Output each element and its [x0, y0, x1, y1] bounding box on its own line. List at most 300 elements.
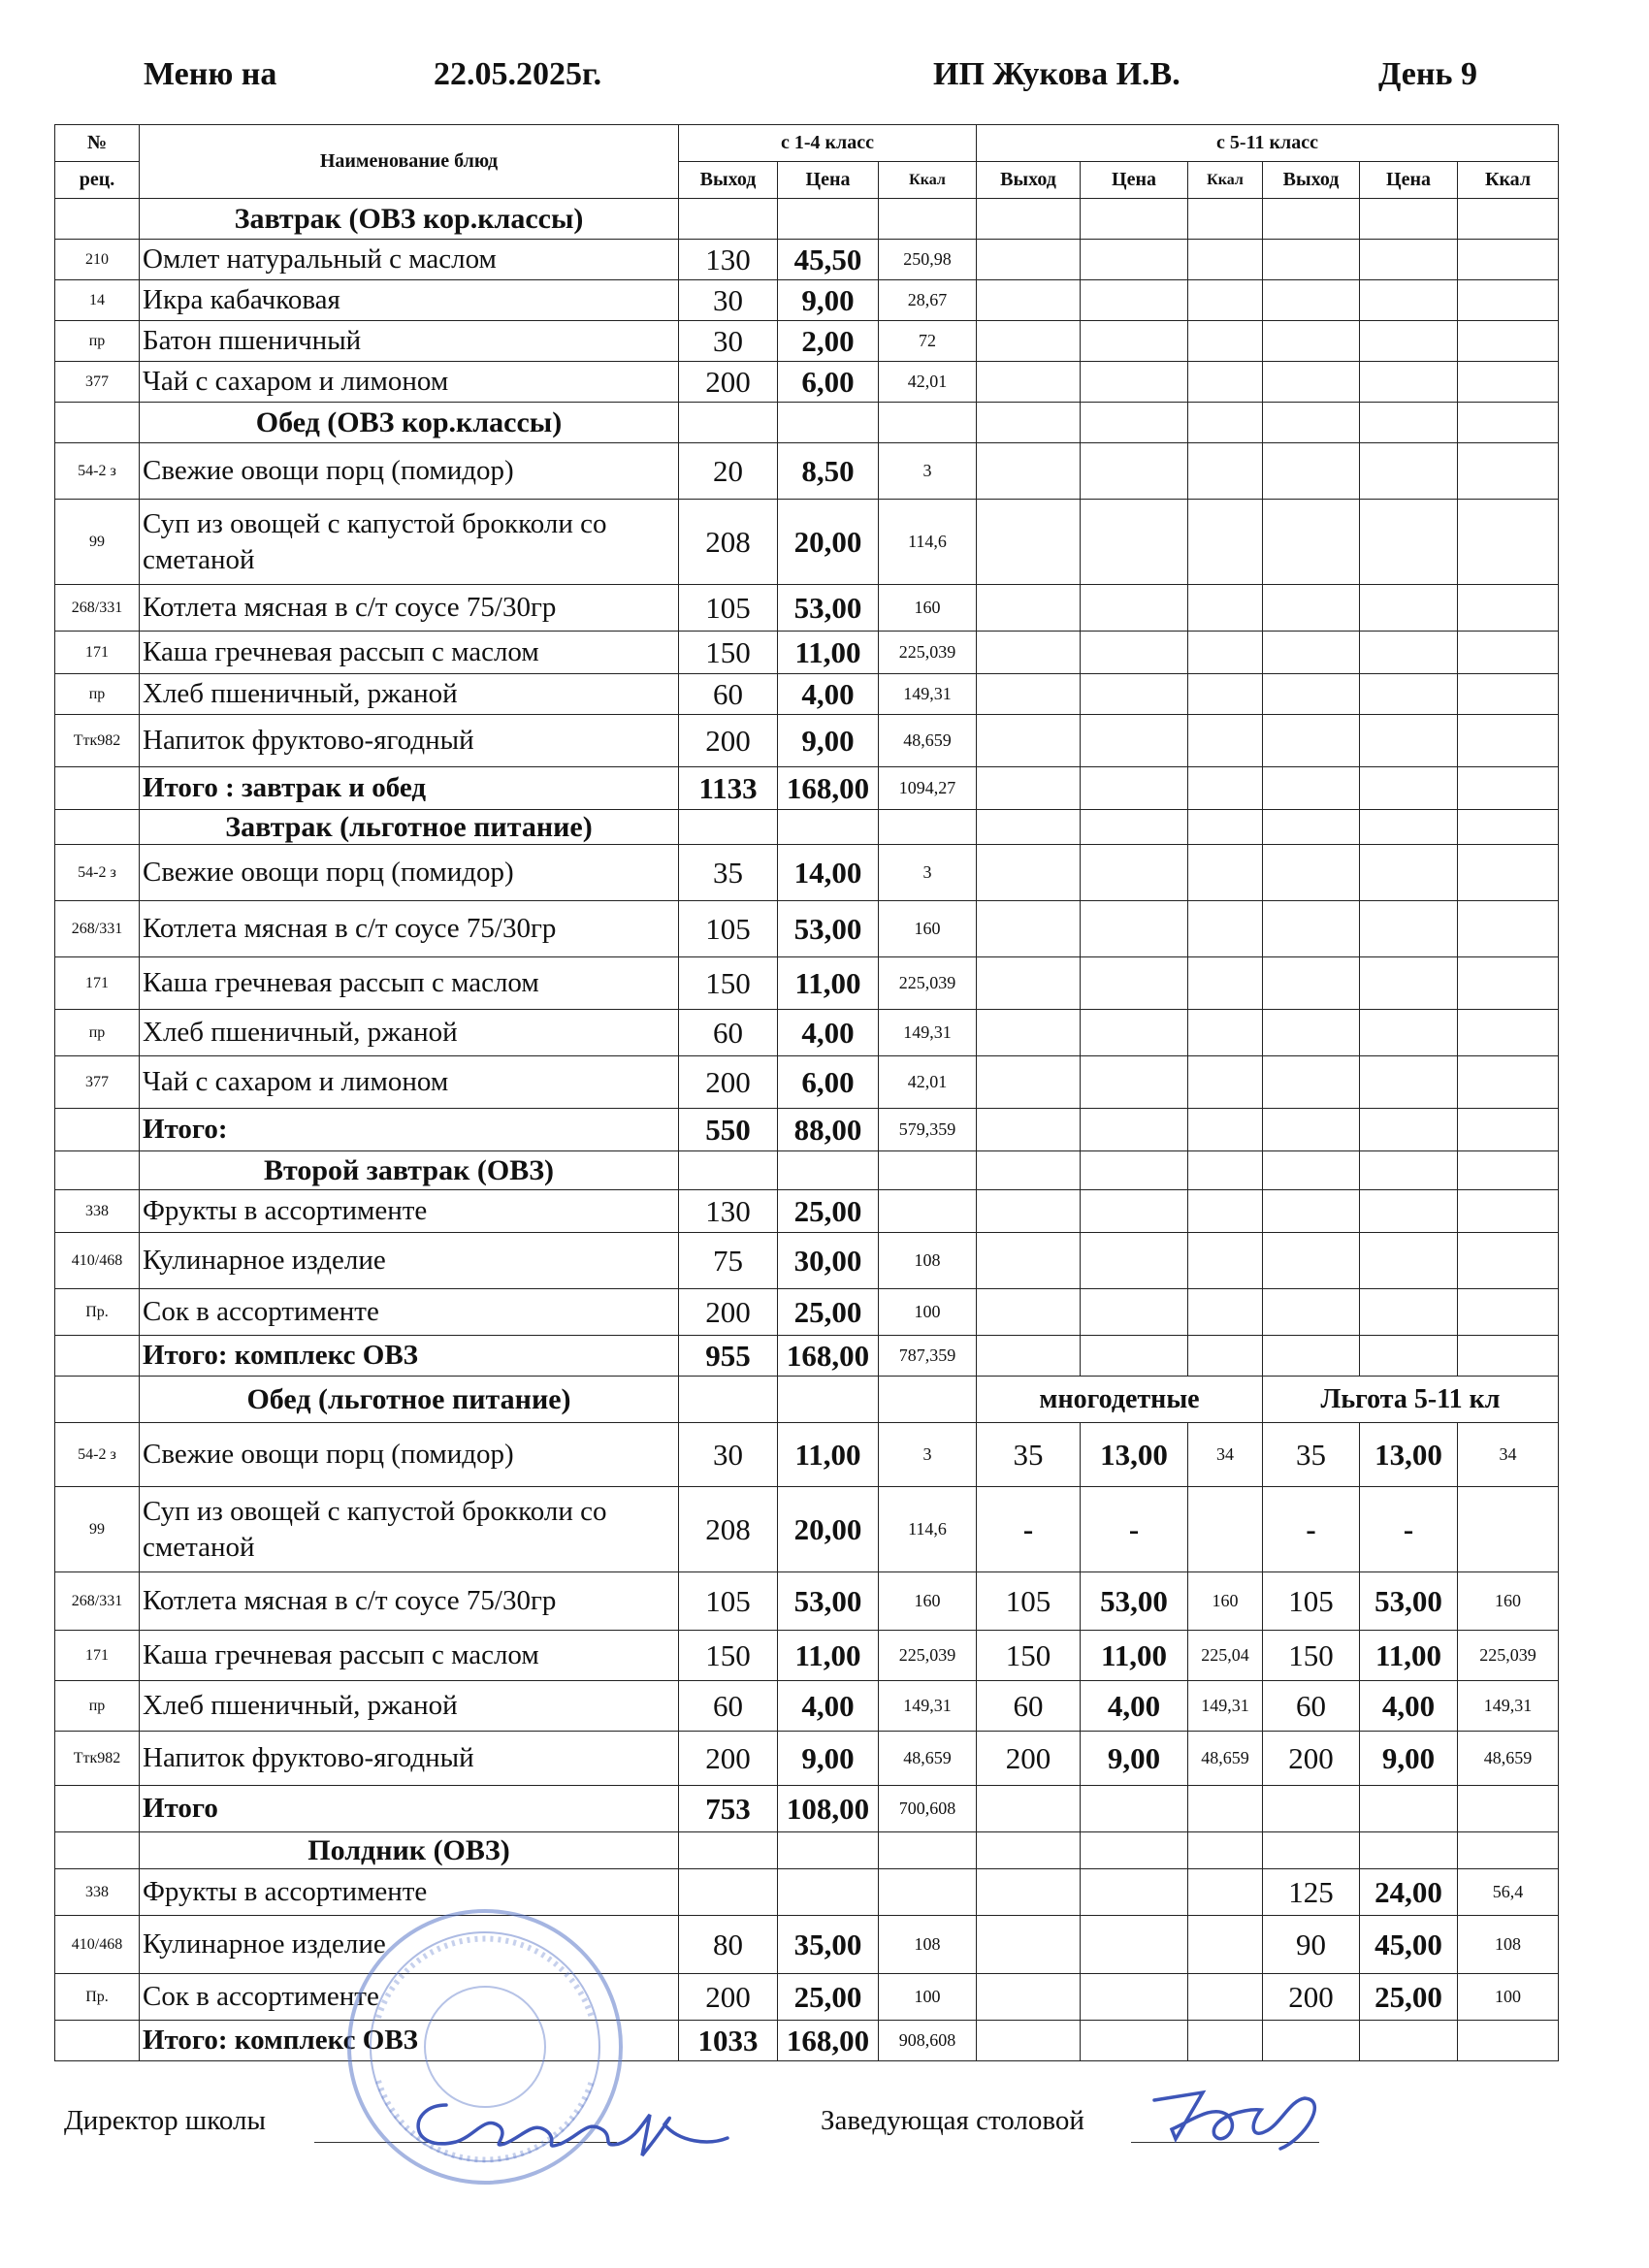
- dish-row: [55, 1190, 1559, 1233]
- empty-cell: [1188, 1916, 1263, 1974]
- portion-weight: 30: [679, 280, 778, 321]
- price: 108,00: [778, 1786, 879, 1832]
- empty-cell: [1188, 674, 1263, 715]
- empty-cell: [1263, 901, 1360, 957]
- empty-cell: [1263, 1336, 1360, 1377]
- empty-cell: [1188, 810, 1263, 845]
- recipe-number: 54-2 з: [55, 845, 140, 901]
- empty-cell: [1360, 500, 1458, 585]
- benefit-5-11-subheader: Льгота 5-11 кл: [1263, 1377, 1559, 1423]
- benefit-weight: 125: [1263, 1869, 1360, 1916]
- portion-weight: 1033: [679, 2021, 778, 2061]
- empty-cell: [778, 403, 879, 443]
- empty-cell: [1188, 901, 1263, 957]
- empty-cell: [1081, 403, 1188, 443]
- empty-cell: [1360, 585, 1458, 632]
- empty-cell: [1081, 1109, 1188, 1151]
- dish-row: [55, 1289, 1559, 1336]
- large-families-calories: [1188, 1487, 1263, 1572]
- benefit-calories: 100: [1458, 1974, 1559, 2021]
- empty-cell: [1081, 2021, 1188, 2061]
- calories: 48,659: [879, 715, 977, 767]
- empty-cell: [1188, 321, 1263, 362]
- price: 25,00: [778, 1190, 879, 1233]
- empty-cell: [1081, 1289, 1188, 1336]
- empty-cell: [1360, 767, 1458, 810]
- large-families-weight: 60: [977, 1681, 1081, 1732]
- dish-name: Котлета мясная в с/т соусе 75/30гр: [140, 585, 679, 632]
- calories: 42,01: [879, 1056, 977, 1109]
- portion-weight: [679, 1869, 778, 1916]
- empty-cell: [1360, 674, 1458, 715]
- empty-cell: [977, 1916, 1081, 1974]
- empty-cell: [1263, 1109, 1360, 1151]
- recipe-number: 54-2 з: [55, 443, 140, 500]
- recipe-number: 377: [55, 362, 140, 403]
- empty-cell: [977, 403, 1081, 443]
- empty-cell: [977, 1974, 1081, 2021]
- empty-cell: [1081, 715, 1188, 767]
- empty-cell: [1458, 1336, 1559, 1377]
- calories: 579,359: [879, 1109, 977, 1151]
- empty-cell: [977, 199, 1081, 240]
- calories: 3: [879, 845, 977, 901]
- price: 20,00: [778, 1487, 879, 1572]
- empty-cell: [1081, 362, 1188, 403]
- empty-cell: [1263, 500, 1360, 585]
- recipe-number: пр: [55, 1010, 140, 1056]
- empty-cell: [1360, 901, 1458, 957]
- calories: 250,98: [879, 240, 977, 280]
- recipe-number: 377: [55, 1056, 140, 1109]
- benefit-price: 53,00: [1360, 1572, 1458, 1631]
- empty-cell: [1263, 199, 1360, 240]
- price: 11,00: [778, 1631, 879, 1681]
- large-families-calories: 225,04: [1188, 1631, 1263, 1681]
- empty-cell: [1081, 674, 1188, 715]
- section-row: [55, 810, 1559, 845]
- dish-row: [55, 280, 1559, 321]
- empty-cell: [1360, 403, 1458, 443]
- empty-cell: [1188, 280, 1263, 321]
- empty-cell: [1458, 901, 1559, 957]
- empty-cell: [1263, 1832, 1360, 1869]
- empty-cell: [977, 1190, 1081, 1233]
- empty-cell: [1360, 1151, 1458, 1190]
- col-rec: рец.: [55, 162, 140, 199]
- empty-cell: [1360, 321, 1458, 362]
- empty-cell: [1360, 443, 1458, 500]
- calories: 908,608: [879, 2021, 977, 2061]
- price: [778, 1869, 879, 1916]
- dish-name: Сок в ассортименте: [140, 1974, 679, 2021]
- recipe-number: 268/331: [55, 901, 140, 957]
- col-price: Цена: [1081, 162, 1188, 199]
- price: 9,00: [778, 715, 879, 767]
- empty-cell: [55, 1832, 140, 1869]
- portion-weight: 150: [679, 1631, 778, 1681]
- empty-cell: [1458, 240, 1559, 280]
- total-label: Итого: [140, 1786, 679, 1832]
- large-families-weight: 105: [977, 1572, 1081, 1631]
- empty-cell: [977, 1289, 1081, 1336]
- empty-cell: [1188, 500, 1263, 585]
- empty-cell: [1360, 2021, 1458, 2061]
- calories: 149,31: [879, 674, 977, 715]
- empty-cell: [1263, 1010, 1360, 1056]
- empty-cell: [1188, 767, 1263, 810]
- empty-cell: [1458, 199, 1559, 240]
- provider-name: ИП Жукова И.В.: [933, 56, 1180, 92]
- calories: 225,039: [879, 1631, 977, 1681]
- empty-cell: [1458, 500, 1559, 585]
- empty-cell: [1263, 715, 1360, 767]
- dish-name: Хлеб пшеничный, ржаной: [140, 1681, 679, 1732]
- empty-cell: [977, 1336, 1081, 1377]
- empty-cell: [1263, 1289, 1360, 1336]
- calories: 149,31: [879, 1681, 977, 1732]
- empty-cell: [1263, 810, 1360, 845]
- price: 9,00: [778, 1732, 879, 1786]
- dish-name: Кулинарное изделие: [140, 1233, 679, 1289]
- calories: 225,039: [879, 632, 977, 674]
- portion-weight: 200: [679, 1732, 778, 1786]
- large-families-weight: 200: [977, 1732, 1081, 1786]
- empty-cell: [1263, 1190, 1360, 1233]
- large-families-calories: 149,31: [1188, 1681, 1263, 1732]
- portion-weight: 550: [679, 1109, 778, 1151]
- day-number: День 9: [1378, 56, 1477, 92]
- col-kcal: Ккал: [879, 162, 977, 199]
- empty-cell: [1263, 321, 1360, 362]
- empty-cell: [977, 1832, 1081, 1869]
- empty-cell: [1081, 1916, 1188, 1974]
- total-row: [55, 767, 1559, 810]
- empty-cell: [977, 362, 1081, 403]
- empty-cell: [1458, 1832, 1559, 1869]
- section-row: [55, 199, 1559, 240]
- empty-cell: [1458, 1786, 1559, 1832]
- empty-cell: [879, 1832, 977, 1869]
- price: 11,00: [778, 632, 879, 674]
- empty-cell: [1081, 1233, 1188, 1289]
- large-families-price: -: [1081, 1487, 1188, 1572]
- col-price: Цена: [1360, 162, 1458, 199]
- empty-cell: [1458, 280, 1559, 321]
- empty-cell: [977, 321, 1081, 362]
- price: 20,00: [778, 500, 879, 585]
- empty-cell: [1188, 957, 1263, 1010]
- section-row: [55, 403, 1559, 443]
- portion-weight: 75: [679, 1233, 778, 1289]
- empty-cell: [1188, 1289, 1263, 1336]
- price: 35,00: [778, 1916, 879, 1974]
- total-row: [55, 1336, 1559, 1377]
- calories: 1094,27: [879, 767, 977, 810]
- empty-cell: [1458, 674, 1559, 715]
- dish-name: Сок в ассортименте: [140, 1289, 679, 1336]
- empty-cell: [778, 810, 879, 845]
- price: 6,00: [778, 1056, 879, 1109]
- price: 168,00: [778, 1336, 879, 1377]
- calories: 48,659: [879, 1732, 977, 1786]
- dish-row: [55, 1681, 1559, 1732]
- recipe-number: пр: [55, 674, 140, 715]
- recipe-number: 171: [55, 1631, 140, 1681]
- empty-cell: [679, 199, 778, 240]
- empty-cell: [1263, 1233, 1360, 1289]
- portion-weight: 60: [679, 674, 778, 715]
- empty-cell: [879, 1377, 977, 1423]
- dish-row: [55, 1487, 1559, 1572]
- empty-cell: [879, 1151, 977, 1190]
- recipe-number: 99: [55, 500, 140, 585]
- empty-cell: [1081, 199, 1188, 240]
- empty-cell: [977, 1151, 1081, 1190]
- benefit-weight: 200: [1263, 1974, 1360, 2021]
- empty-cell: [1188, 1974, 1263, 2021]
- empty-cell: [1263, 1786, 1360, 1832]
- price: 53,00: [778, 1572, 879, 1631]
- empty-cell: [1081, 1832, 1188, 1869]
- recipe-number: пр: [55, 321, 140, 362]
- empty-cell: [1360, 199, 1458, 240]
- empty-cell: [679, 1151, 778, 1190]
- empty-cell: [1081, 845, 1188, 901]
- large-families-calories: 48,659: [1188, 1732, 1263, 1786]
- empty-cell: [1458, 1056, 1559, 1109]
- section-title: Обед (ОВЗ кор.классы): [140, 403, 679, 443]
- calories: 160: [879, 901, 977, 957]
- benefit-weight: 105: [1263, 1572, 1360, 1631]
- price: 4,00: [778, 674, 879, 715]
- benefit-price: 13,00: [1360, 1423, 1458, 1487]
- calories: 160: [879, 585, 977, 632]
- empty-cell: [1360, 1786, 1458, 1832]
- dish-row: [55, 500, 1559, 585]
- empty-cell: [1081, 240, 1188, 280]
- empty-cell: [1360, 1010, 1458, 1056]
- empty-cell: [1263, 362, 1360, 403]
- empty-cell: [1081, 585, 1188, 632]
- empty-cell: [1081, 1974, 1188, 2021]
- empty-cell: [977, 715, 1081, 767]
- empty-cell: [1458, 1190, 1559, 1233]
- empty-cell: [1458, 403, 1559, 443]
- empty-cell: [1458, 957, 1559, 1010]
- dish-name: Котлета мясная в с/т соусе 75/30гр: [140, 901, 679, 957]
- price: 4,00: [778, 1010, 879, 1056]
- dish-row: [55, 632, 1559, 674]
- benefit-weight: 200: [1263, 1732, 1360, 1786]
- total-row: [55, 1109, 1559, 1151]
- empty-cell: [1081, 443, 1188, 500]
- dish-row: [55, 1233, 1559, 1289]
- empty-cell: [778, 1151, 879, 1190]
- empty-cell: [1081, 1869, 1188, 1916]
- empty-cell: [1458, 321, 1559, 362]
- large-families-weight: 35: [977, 1423, 1081, 1487]
- empty-cell: [1081, 810, 1188, 845]
- empty-cell: [1360, 1109, 1458, 1151]
- empty-cell: [1188, 240, 1263, 280]
- empty-cell: [1188, 632, 1263, 674]
- dish-row: [55, 1056, 1559, 1109]
- empty-cell: [1360, 1190, 1458, 1233]
- dish-row: [55, 1732, 1559, 1786]
- empty-cell: [1081, 500, 1188, 585]
- dish-row: [55, 240, 1559, 280]
- recipe-number: Ттк982: [55, 1732, 140, 1786]
- empty-cell: [1188, 403, 1263, 443]
- empty-cell: [1458, 1233, 1559, 1289]
- empty-cell: [55, 1786, 140, 1832]
- dish-name: Свежие овощи порц (помидор): [140, 443, 679, 500]
- empty-cell: [1081, 1151, 1188, 1190]
- price: 45,50: [778, 240, 879, 280]
- col-group-1-4: с 1-4 класс: [679, 125, 977, 162]
- dish-name: Напиток фруктово-ягодный: [140, 1732, 679, 1786]
- empty-cell: [55, 2021, 140, 2061]
- dish-name: Хлеб пшеничный, ржаной: [140, 674, 679, 715]
- benefit-weight: -: [1263, 1487, 1360, 1572]
- section-title: Завтрак (ОВЗ кор.классы): [140, 199, 679, 240]
- benefit-calories: 34: [1458, 1423, 1559, 1487]
- recipe-number: 268/331: [55, 1572, 140, 1631]
- col-group-5-11: с 5-11 класс: [977, 125, 1559, 162]
- empty-cell: [977, 500, 1081, 585]
- large-families-calories: 34: [1188, 1423, 1263, 1487]
- portion-weight: 200: [679, 715, 778, 767]
- empty-cell: [1458, 585, 1559, 632]
- empty-cell: [1263, 443, 1360, 500]
- section-row: [55, 1377, 1559, 1423]
- empty-cell: [1360, 1289, 1458, 1336]
- portion-weight: 60: [679, 1681, 778, 1732]
- canteen-manager-signature: [1135, 2071, 1348, 2168]
- empty-cell: [1188, 1010, 1263, 1056]
- empty-cell: [1360, 715, 1458, 767]
- empty-cell: [1081, 321, 1188, 362]
- dish-row: [55, 1974, 1559, 2021]
- section-row: [55, 1832, 1559, 1869]
- portion-weight: 955: [679, 1336, 778, 1377]
- benefit-calories: 225,039: [1458, 1631, 1559, 1681]
- total-row: [55, 2021, 1559, 2061]
- benefit-calories: 160: [1458, 1572, 1559, 1631]
- benefit-weight: 60: [1263, 1681, 1360, 1732]
- portion-weight: 80: [679, 1916, 778, 1974]
- empty-cell: [977, 1010, 1081, 1056]
- calories: [879, 1869, 977, 1916]
- empty-cell: [977, 845, 1081, 901]
- price: 53,00: [778, 585, 879, 632]
- empty-cell: [1081, 1786, 1188, 1832]
- empty-cell: [1263, 1056, 1360, 1109]
- dish-name: Икра кабачковая: [140, 280, 679, 321]
- recipe-number: 268/331: [55, 585, 140, 632]
- total-label: Итого: комплекс ОВЗ: [140, 2021, 679, 2061]
- empty-cell: [1188, 2021, 1263, 2061]
- large-families-weight: -: [977, 1487, 1081, 1572]
- calories: 72: [879, 321, 977, 362]
- empty-cell: [1458, 632, 1559, 674]
- empty-cell: [1263, 2021, 1360, 2061]
- empty-cell: [1263, 240, 1360, 280]
- empty-cell: [1188, 199, 1263, 240]
- total-label: Итого:: [140, 1109, 679, 1151]
- price: 8,50: [778, 443, 879, 500]
- total-label: Итого: комплекс ОВЗ: [140, 1336, 679, 1377]
- calories: 28,67: [879, 280, 977, 321]
- empty-cell: [1360, 1056, 1458, 1109]
- empty-cell: [1188, 845, 1263, 901]
- portion-weight: 1133: [679, 767, 778, 810]
- calories: [879, 1190, 977, 1233]
- dish-name: Котлета мясная в с/т соусе 75/30гр: [140, 1572, 679, 1631]
- dish-name: Свежие овощи порц (помидор): [140, 1423, 679, 1487]
- dish-name: Свежие овощи порц (помидор): [140, 845, 679, 901]
- dish-row: [55, 321, 1559, 362]
- empty-cell: [1188, 1190, 1263, 1233]
- empty-cell: [1188, 1786, 1263, 1832]
- empty-cell: [1458, 362, 1559, 403]
- document-header: [0, 56, 1649, 105]
- recipe-number: 410/468: [55, 1916, 140, 1974]
- empty-cell: [1188, 1151, 1263, 1190]
- empty-cell: [55, 403, 140, 443]
- portion-weight: 20: [679, 443, 778, 500]
- empty-cell: [977, 767, 1081, 810]
- empty-cell: [55, 1377, 140, 1423]
- benefit-weight: 90: [1263, 1916, 1360, 1974]
- dish-row: [55, 1869, 1559, 1916]
- portion-weight: 200: [679, 1289, 778, 1336]
- portion-weight: 150: [679, 632, 778, 674]
- portion-weight: 130: [679, 1190, 778, 1233]
- recipe-number: 99: [55, 1487, 140, 1572]
- calories: 100: [879, 1974, 977, 2021]
- empty-cell: [1188, 362, 1263, 403]
- empty-cell: [977, 1056, 1081, 1109]
- recipe-number: 210: [55, 240, 140, 280]
- portion-weight: 753: [679, 1786, 778, 1832]
- portion-weight: 105: [679, 585, 778, 632]
- benefit-calories: [1458, 1487, 1559, 1572]
- recipe-number: пр: [55, 1681, 140, 1732]
- empty-cell: [1188, 715, 1263, 767]
- empty-cell: [1360, 810, 1458, 845]
- price: 6,00: [778, 362, 879, 403]
- dish-row: [55, 443, 1559, 500]
- empty-cell: [977, 810, 1081, 845]
- empty-cell: [679, 810, 778, 845]
- empty-cell: [977, 1233, 1081, 1289]
- empty-cell: [1458, 715, 1559, 767]
- recipe-number: 338: [55, 1869, 140, 1916]
- empty-cell: [55, 767, 140, 810]
- dish-name: Фрукты в ассортименте: [140, 1190, 679, 1233]
- empty-cell: [1360, 1233, 1458, 1289]
- benefit-price: 9,00: [1360, 1732, 1458, 1786]
- recipe-number: Пр.: [55, 1974, 140, 2021]
- menu-label: Меню на: [144, 56, 277, 92]
- total-row: [55, 1786, 1559, 1832]
- portion-weight: 60: [679, 1010, 778, 1056]
- empty-cell: [977, 632, 1081, 674]
- portion-weight: 150: [679, 957, 778, 1010]
- col-num: №: [55, 125, 140, 162]
